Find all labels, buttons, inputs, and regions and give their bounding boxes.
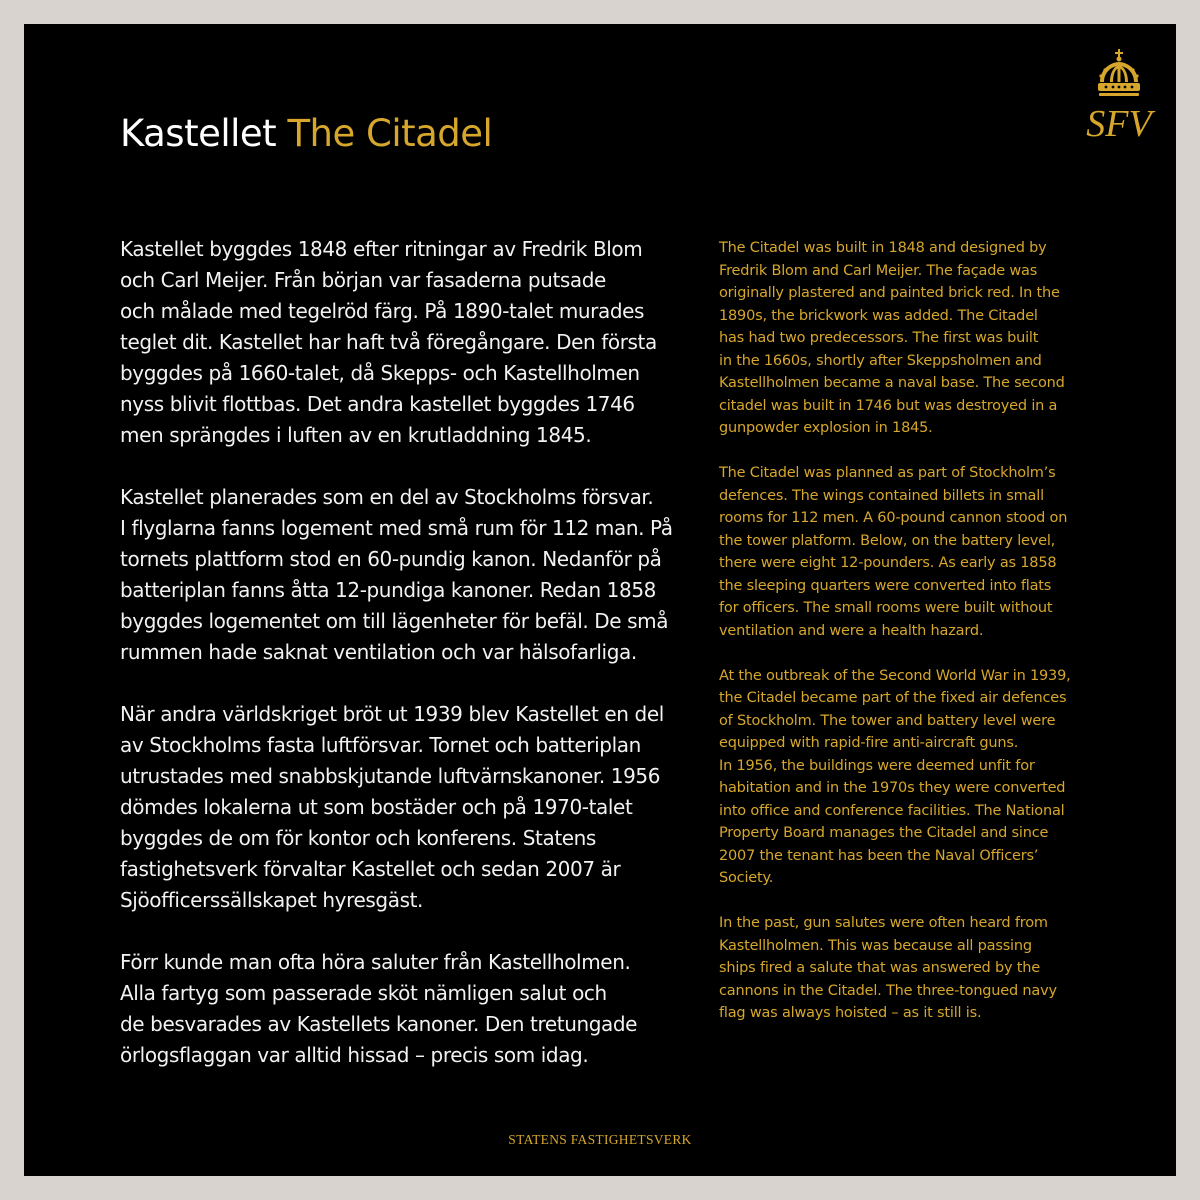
footer-agency-name: STATENS FASTIGHETSVERK [508,1132,692,1147]
swedish-paragraph [120,947,680,1071]
english-body [719,237,1084,1047]
text-line: byggdes logementet om till lägenheter för befäl. De små [120,609,669,633]
text-line: I flyglarna fanns logement med små rum för 112 man. På [120,516,673,540]
text-line: 2007 the tenant has been the Naval Officers’ [719,847,1039,864]
text-line: rummen hade saknat ventilation och var hälsofarliga. [120,640,637,664]
text-line: och Carl Meijer. Från början var fasaderna putsade [120,268,606,292]
swedish-paragraph [120,699,680,916]
english-paragraph [719,665,1084,890]
text-line: cannons in the Citadel. The three-tongued navy [719,982,1057,999]
text-line: of Stockholm. The tower and battery level were [719,712,1056,729]
text-line: there were eight 12-pounders. As early as 1858 [719,555,1057,571]
swedish-paragraph [120,482,680,668]
swedish-body [120,234,680,1102]
text-line: 1890s, the brickwork was added. The Citadel [719,307,1038,324]
text-line: de besvarades av Kastellets kanoner. Den tretungade [120,1012,638,1036]
text-line: The Citadel was planned as part of Stockholm’s [719,465,1056,481]
text-line: the Citadel became part of the fixed air defences [719,690,1067,706]
text-line: örlogsflaggan var alltid hissad – precis som idag. [120,1043,589,1067]
text-line: Alla fartyg som passerade sköt nämligen salut och [120,981,607,1005]
text-line: habitation and in the 1970s they were converted [719,780,1066,796]
title-swedish: Kastellet [120,112,277,155]
text-line: och målade med tegelröd färg. På 1890-talet murades [120,299,645,323]
text-line: In the past, gun salutes were often heard from [719,915,1048,931]
text-line: Sjöofficerssällskapet hyresgäst. [120,888,423,912]
crown-icon [1074,48,1164,152]
title-english: The Citadel [287,112,493,155]
text-line: ventilation and were a health hazard. [719,622,984,639]
text-line: into office and conference facilities. The National [719,802,1065,819]
text-line: originally plastered and painted brick red. In the [719,285,1060,301]
text-line: At the outbreak of the Second World War in 1939, [719,667,1071,684]
text-line: Kastellholmen. This was because all passing [719,937,1032,954]
logo-monogram: SFV [1086,103,1152,145]
text-line: nyss blivit flottbas. Det andra kastellet byggdes 1746 [120,392,635,416]
text-line: ships fired a salute that was answered by the [719,960,1040,976]
text-line: byggdes de om för kontor och konferens. Statens [120,826,596,850]
text-line: Society. [719,870,774,886]
sfv-logo [1074,48,1164,152]
text-line: The Citadel was built in 1848 and designed by [719,240,1047,256]
text-line: defences. The wings contained billets in small [719,487,1044,504]
text-line: citadel was built in 1746 but was destroyed in a [719,397,1058,414]
text-line: Kastellet byggdes 1848 efter ritningar av Fredrik Blom [120,237,643,261]
english-paragraph [719,462,1084,642]
text-line: av Stockholms fasta luftförsvar. Tornet och batteriplan [120,733,641,757]
english-paragraph [719,237,1084,440]
text-line: in the 1660s, shortly after Skeppsholmen and [719,352,1042,369]
text-line: Kastellet planerades som en del av Stockholms försvar. [120,485,654,509]
swedish-paragraph [120,234,680,451]
text-line: Fredrik Blom and Carl Meijer. The façade was [719,262,1038,279]
text-line: rooms for 112 men. A 60-pound cannon stood on [719,510,1068,526]
text-line: men sprängdes i luften av en krutladdning 1845. [120,423,592,447]
text-line: flag was always hoisted – as it still is. [719,1005,982,1021]
text-line: In 1956, the buildings were deemed unfit for [719,757,1035,774]
text-line: Förr kunde man ofta höra saluter från Kastellholmen. [120,950,631,974]
text-line: teglet dit. Kastellet har haft två föregångare. Den första [120,330,657,354]
text-line: the sleeping quarters were converted into flats [719,577,1052,594]
text-line: batteriplan fanns åtta 12-pundiga kanoner. Redan 1858 [120,578,656,602]
text-line: dömdes lokalerna ut som bostäder och på 1970-talet [120,795,633,819]
text-line: När andra världskriget bröt ut 1939 blev Kastellet en del [120,702,664,726]
text-line: has had two predecessors. The first was built [719,330,1039,346]
text-line: equipped with rapid-fire anti-aircraft guns. [719,735,1019,751]
page-title [120,112,492,155]
text-line: for officers. The small rooms were built without [719,600,1053,616]
text-line: gunpowder explosion in 1845. [719,420,933,436]
text-line: the tower platform. Below, on the battery level, [719,532,1056,549]
text-line: fastighetsverk förvaltar Kastellet och sedan 2007 är [120,857,621,881]
sign-panel [24,24,1176,1176]
text-line: Property Board manages the Citadel and since [719,825,1049,841]
text-line: Kastellholmen became a naval base. The second [719,375,1065,391]
text-line: tornets plattform stod en 60-pundig kanon. Nedanför på [120,547,662,571]
text-line: utrustades med snabbskjutande luftvärnskanoner. 1956 [120,764,661,788]
english-paragraph [719,912,1084,1025]
text-line: byggdes på 1660-talet, då Skepps- och Kastellholmen [120,361,640,385]
